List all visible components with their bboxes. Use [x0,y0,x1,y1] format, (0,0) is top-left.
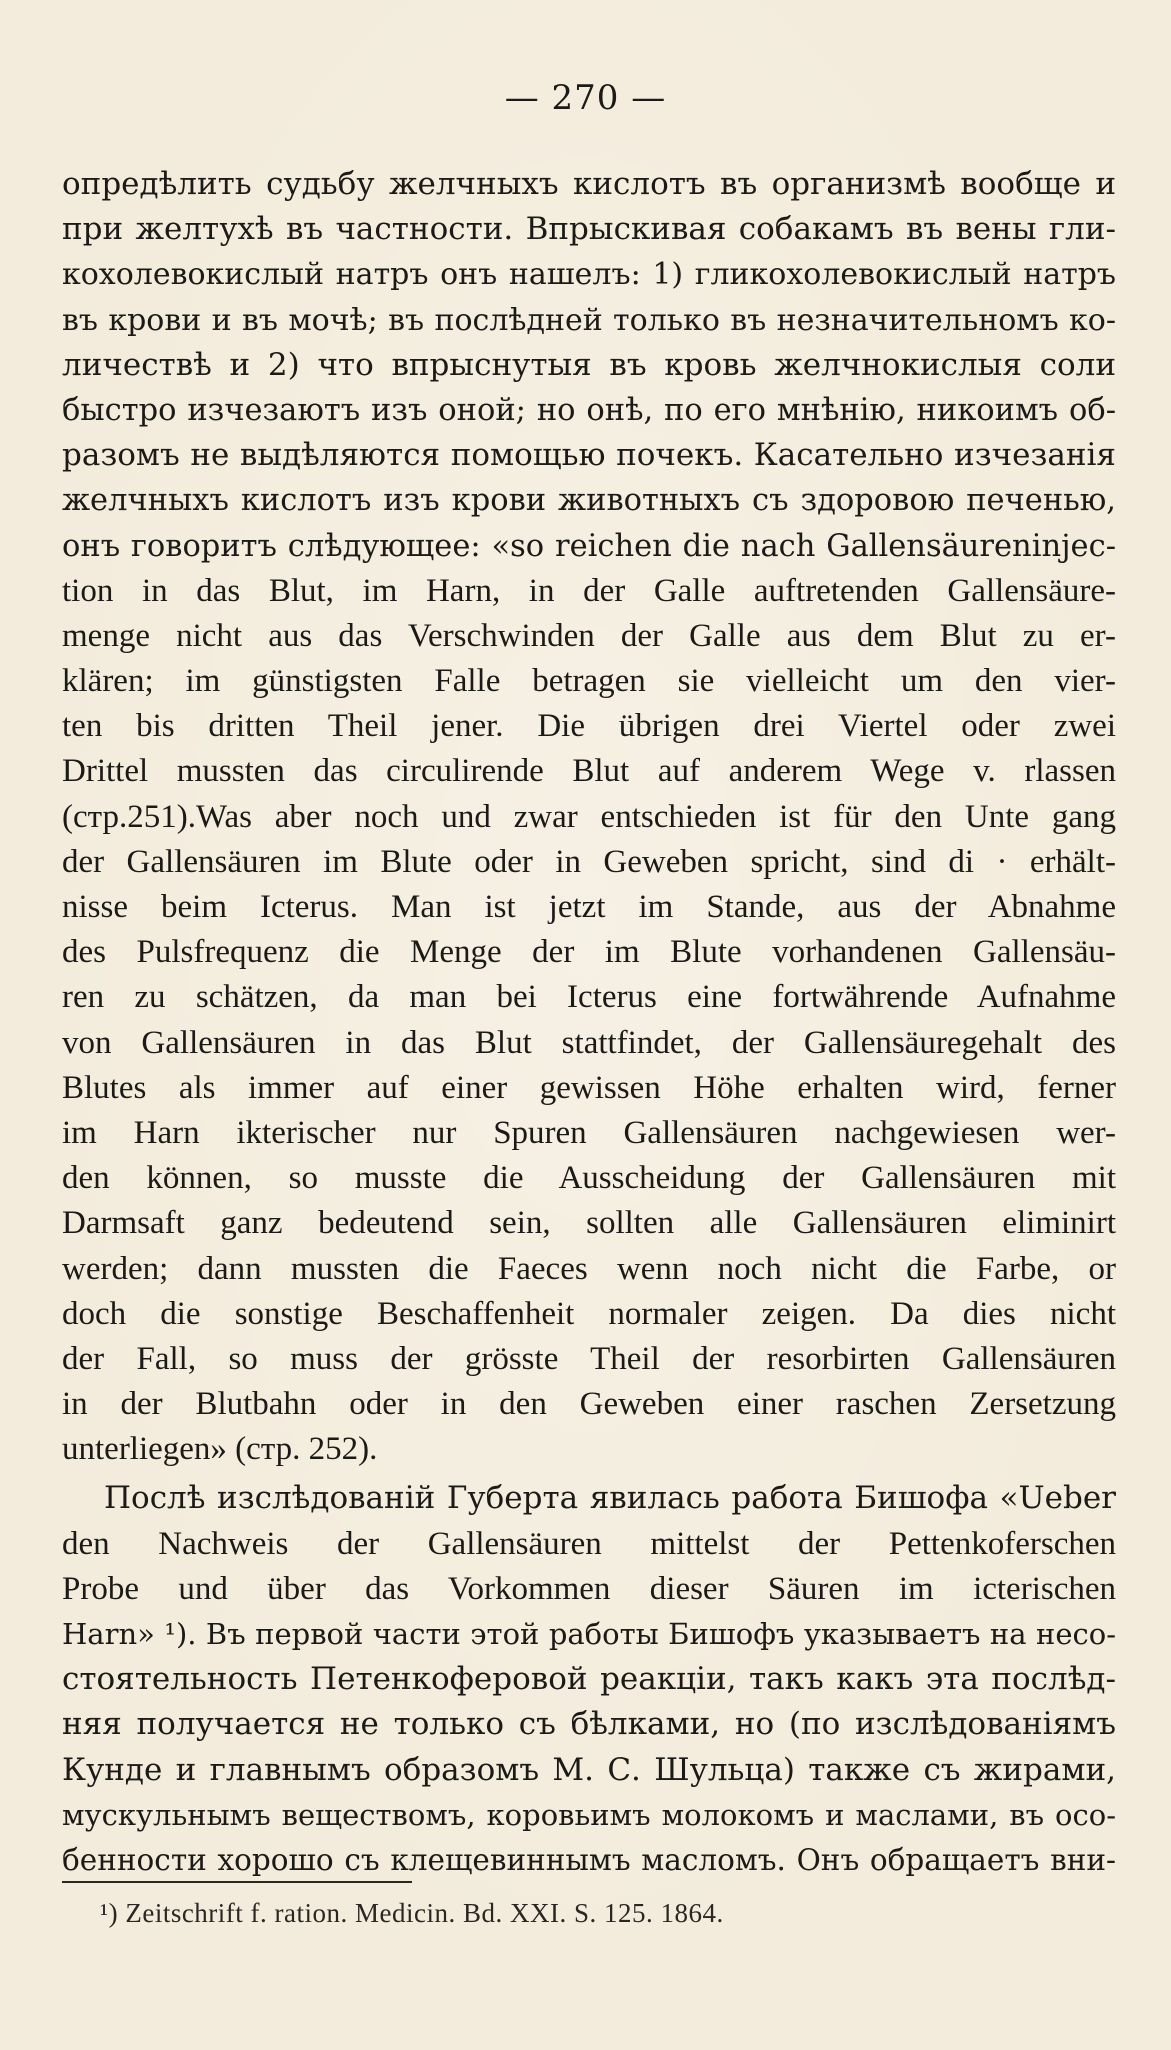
text-line: быстро изчезаютъ изъ оной; но онѣ, по его мнѣнію, никоимъ об- [62,392,1116,428]
text-line: ren zu schätzen, da man bei Icterus eine fortwährende Aufnahme [62,979,1116,1016]
text-line: nisse beim Icterus. Man ist jetzt im Stande, aus der Abnahme [62,889,1116,925]
text-line: der Fall, so muss der grösste Theil der resorbirten Gallensäuren [62,1340,1116,1377]
text-line: des Pulsfrequenz die Menge der im Blute vorhandenen Gallensäu- [62,934,1116,971]
text-line: Probe und über das Vorkommen dieser Säuren im icterischen [62,1570,1116,1607]
text-line: ten bis dritten Theil jener. Die übrigen drei Viertel oder zwei [62,708,1116,745]
text-line: den können, so musste die Ausscheidung der Gallensäuren mit [62,1160,1116,1197]
text-line: онъ говоритъ слѣдующее: «so reichen die nach Gallensäureninjec- [62,528,1116,564]
text-line: der Gallensäuren im Blute oder in Geweben spricht, sind di · erhält- [62,843,1116,880]
paragraph-1 [62,162,1116,1472]
text-line: Drittel mussten das circulirende Blut auf anderem Wege v. rlassen [62,753,1116,790]
text-line: Кунде и главнымъ образомъ М. С. Шульца) также съ жирами, [62,1751,1116,1788]
text-line: личествѣ и 2) что впрыснутыя въ кровь желчнокислыя соли [62,346,1116,383]
text-line: бенности хорошо съ клещевиннымъ масломъ. Онъ обращаетъ вни- [62,1842,1116,1877]
text-line: кохолевокислый натръ онъ нашелъ: 1) гликохолевокислый натръ [62,257,1116,293]
text-line: unterliegen» (стр. 252). [62,1431,378,1468]
text-line: Blutes als immer auf einer gewissen Höhe erhalten wird, ferner [62,1069,1116,1106]
text-line: желчныхъ кислотъ изъ крови животныхъ съ здоровою печенью, [62,483,1116,519]
text-line: menge nicht aus das Verschwinden der Galle aus dem Blut zu er- [62,617,1116,654]
text-line: стоятельность Петенкоферовой реакціи, такъ какъ эта послѣд- [62,1661,1116,1698]
text-line: von Gallensäuren in das Blut stattfindet, der Gallensäuregehalt des [62,1024,1116,1061]
paragraph-2 [62,1476,1116,1883]
text-line: werden; dann mussten die Faeces wenn noch nicht die Farbe, or [62,1250,1116,1287]
text-line: den Nachweis der Gallensäuren mittelst der Pettenkoferschen [62,1525,1116,1562]
text-line: опредѣлить судьбу желчныхъ кислотъ въ организмѣ вообще и [62,166,1116,202]
text-line: klären; im günstigsten Falle betragen sie vielleicht um den vier- [62,663,1116,700]
text-line: въ крови и въ мочѣ; въ послѣдней только въ незначительномъ ко- [62,302,1116,338]
text-line: разомъ не выдѣляются помощью почекъ. Касательно изчезанія [62,437,1116,474]
text-line: im Harn ikterischer nur Spuren Gallensäuren nachgewiesen wer- [62,1114,1116,1151]
text-line: няя получается не только съ бѣлками, но (по изслѣдованіямъ [62,1706,1116,1743]
body-text [62,162,1116,1883]
text-line: doch die sonstige Beschaffenheit normaler zeigen. Da dies nicht [62,1295,1116,1332]
text-line: Harn» ¹). Въ первой части этой работы Бишофъ указываетъ на несо- [62,1617,1116,1651]
footnote-divider [62,1881,412,1883]
footnote: ¹) Zeitschrift f. ration. Medicin. Bd. XXI. S. 125. 1864. [100,1898,724,1928]
text-line: Darmsaft ganz bedeutend sein, sollten alle Gallensäuren eliminirt [62,1205,1116,1242]
text-line: in der Blutbahn oder in den Geweben einer raschen Zersetzung [62,1386,1116,1423]
text-line: Послѣ изслѣдованій Губерта явилась работа Бишофа «Ueber [104,1480,1116,1517]
page-number: — 270 — [504,78,667,118]
text-line: tion in das Blut, im Harn, in der Galle auftretenden Gallensäure- [62,572,1116,609]
text-line: при желтухѣ въ частности. Впрыскивая собакамъ въ вены гли- [62,211,1116,248]
text-line: мускульнымъ веществомъ, коровьимъ молокомъ и маслами, въ осо- [62,1797,1116,1832]
text-line: (стр.251).Was aber noch und zwar entschieden ist für den Unte gang [62,798,1116,835]
